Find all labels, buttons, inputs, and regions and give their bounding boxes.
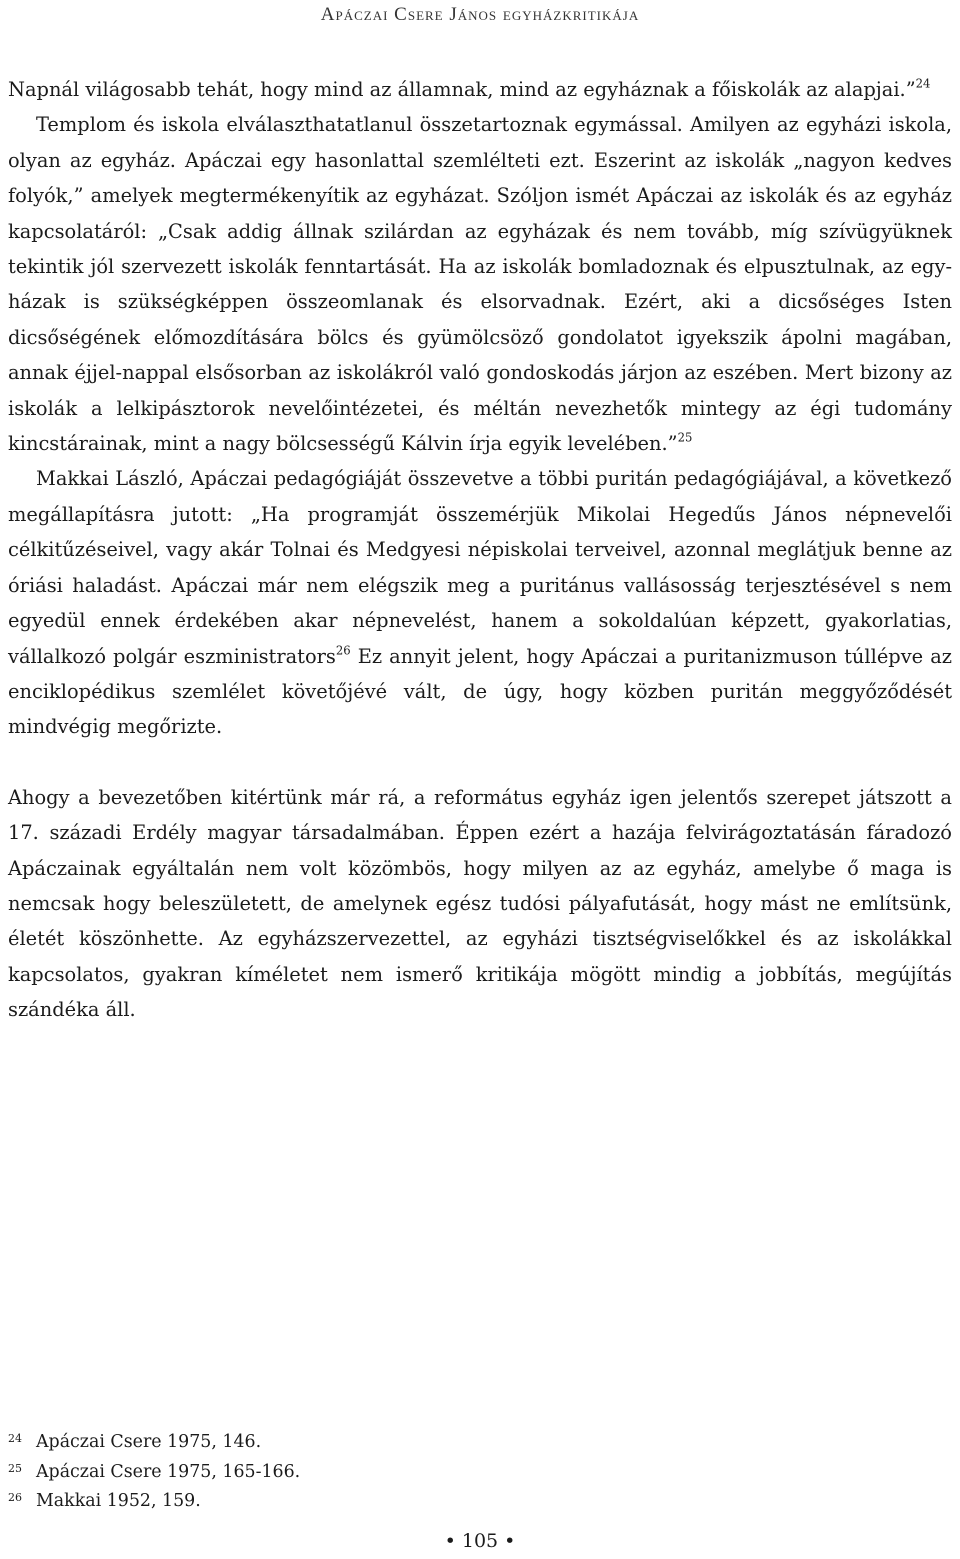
paragraph-2-text: Templom és iskola elválaszthatatlanul összetartoznak egymással. Amilyen az egyházi iskola, olyan az egyház. Apáczai egy hasonlattal szemlélteti ezt. Eszerint az iskolák „nagyon kedves folyók,” amelyek megtermékenyítik az egyházat. Szóljon ismét Apáczai az iskolák és az egyház kapcsolatáról: „Csak addig állnak szilárdan az egyházak és nem tovább, míg szívügyüknek tekintik jól szervezett iskolák fenntartását. Ha az iskolák bomladoznak és elpusztulnak, az egyházak is szükségképpen összeomlanak és elsorvadnak. Ezért, aki a dicsőséges Isten dicsőségének előmozdítására bölcs és gyümölcsöző gondolatot igyekszik ápolni magában, annak éjjel-nappal elsősorban az iskolákról való gondoskodás járjon az eszében. Mert bizony az iskolák a lelkipásztorok nevelőintézetei, és méltán nevezhetők mintegy az égi tudomány kincstárainak, mint a nagy bölcsességű Kálvin írja egyik levelében.” bbox=[8, 113, 952, 456]
footnote-text: Apáczai Csere 1975, 165-166. bbox=[36, 1461, 301, 1482]
footnote-ref-26: 26 bbox=[335, 642, 351, 657]
footnote-ref-24: 24 bbox=[915, 76, 931, 91]
running-head: Apáczai Csere János egyházkritikája bbox=[320, 4, 640, 25]
paragraph-3 bbox=[8, 461, 952, 744]
footnotes bbox=[8, 1428, 952, 1517]
footnote-25 bbox=[8, 1458, 952, 1488]
footnote-24 bbox=[8, 1428, 952, 1458]
footnote-text: Apáczai Csere 1975, 146. bbox=[36, 1432, 262, 1452]
paragraph-3-text-b: Ez annyit jelent, hogy Apáczai a puritanizmuson túllépve az enciklopédikus szemlélet követőjévé vált, de úgy, hogy közben puritán meggyőződését mindvégig megőrizte. bbox=[8, 644, 952, 739]
paragraph-2 bbox=[8, 107, 952, 461]
footnote-text: Makkai 1952, 159. bbox=[36, 1491, 201, 1511]
paragraph-3-text-a: Makkai László, Apáczai pedagógiáját összevetve a többi puritán pedagógiájával, a következő megállapításra jutott: „Ha programját összemérjük Mikolai Hegedűs János népnevelői célkitűzéseivel, vagy akár Tolnai és Medgyesi népiskolai terveivel, azonnal meglátjuk benne az óriási haladást. Apáczai már nem elégszik meg a puritánus vallásosság terjesztésével s nem egyedül ennek érdekében akar népnevelést, hanem a sokoldalúan képzett, gyakorlatias, vállalkozó polgár eszministrators bbox=[8, 467, 952, 668]
paragraph-1 bbox=[8, 72, 952, 107]
paragraph-4 bbox=[8, 780, 952, 1028]
footnote-number: 24 bbox=[8, 1432, 22, 1445]
page-number: • 105 • bbox=[444, 1530, 516, 1552]
paragraph-4-text: Ahogy a bevezetőben kitértünk már rá, a református egyház igen jelentős szerepet játszott a 17. századi Erdély magyar társadalmában. Éppen ezért a hazája felvirágoztatásán fáradozó Apáczainak egyáltalán nem volt közömbös, hogy milyen az az egyház, amelybe ő maga is nemcsak hogy beleszületett, de amelynek egész tudósi pályafutását, hogy mást ne említsünk, életét köszönhette. Az egyházszervezettel, az egyházi tisztségviselőkkel és az iskolákkal kapcsolatos, gyakran kíméletet nem ismerő kritikája mögött mindig a jobbítás, megújítás szándéka áll. bbox=[8, 785, 952, 1022]
body-text bbox=[8, 72, 952, 1028]
footnote-26 bbox=[8, 1487, 952, 1517]
footnote-number: 26 bbox=[8, 1491, 22, 1504]
paragraph-1-text: Napnál világosabb tehát, hogy mind az államnak, mind az egyháznak a főiskolák az alapjai.” bbox=[8, 78, 916, 101]
footnote-ref-25: 25 bbox=[677, 430, 693, 445]
footnote-number: 25 bbox=[8, 1461, 22, 1475]
